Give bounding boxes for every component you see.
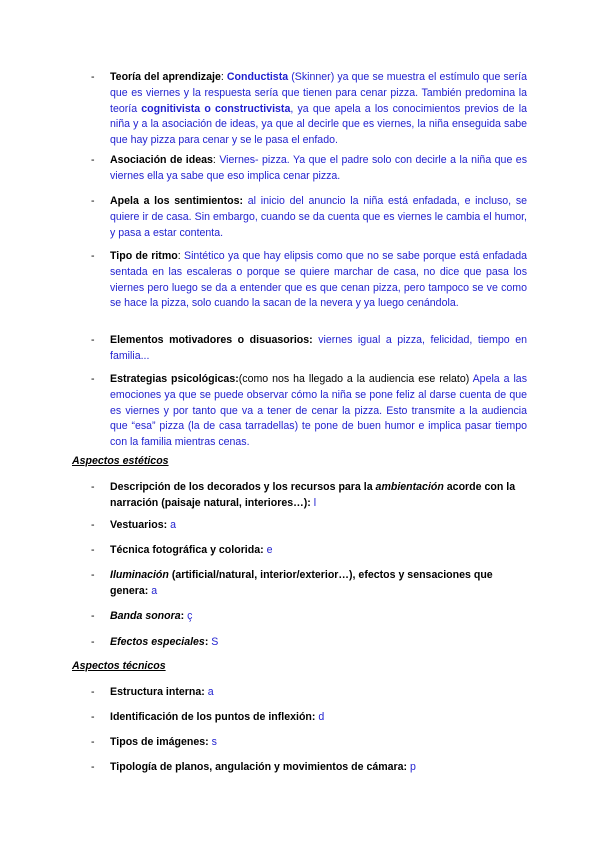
bullet-dash: - — [91, 569, 95, 581]
imagenes-text: Tipos de imágenes: s — [110, 736, 217, 748]
tecnica-text: Técnica fotográfica y colorida: e — [110, 544, 273, 556]
bullet-dash: - — [91, 761, 95, 773]
bullet-dash: - — [91, 686, 95, 698]
list-item-imagenes — [91, 735, 527, 751]
teoria-term-cognitivista: cognitivista o constructivista — [141, 102, 291, 115]
list-item-planos — [91, 760, 527, 776]
estructura-text: Estructura interna: a — [110, 686, 214, 698]
estrategias-text: Estrategias psicológicas:(como nos ha llegado a la audiencia ese relato) Apela a las emociones ya que se puede observar cómo la niña se pone feliz al darse cuenta de que es viernes y por tanto que va a tener de cenar la pizza. Esto transmite a la audiencia que “esa” pizza (la de casa tarradellas) te pone de buen humor e implica pasar tiempo con la familia mientras cenas. — [110, 373, 527, 449]
list-item-decorados — [91, 480, 527, 512]
vestuarios-text: Vestuarios: a — [110, 519, 176, 531]
decorados-text: Descripción de los decorados y los recursos para la ambientación acorde con la narración (paisaje natural, interiores…): l — [110, 481, 516, 509]
ritmo-label: Tipo de ritmo — [110, 250, 178, 262]
section-heading-tecnicos: Aspectos técnicos — [72, 660, 166, 672]
list-item-estrategias — [91, 372, 527, 451]
banda-text: Banda sonora: ç — [110, 610, 193, 622]
inflexion-text: Identificación de los puntos de inflexión: d — [110, 711, 325, 723]
apela-label: Apela a los sentimientos: — [110, 195, 244, 207]
efectos-text: Efectos especiales: S — [110, 636, 219, 648]
list-item-estructura — [91, 685, 527, 701]
teoria-text: Teoría del aprendizaje: Conductista (Skinner) ya que se muestra el estímulo que sería que es viernes y la respuesta sería que tienen para cenar pizza. También predomina la teoría cognitivista o constructivista, ya que apela a los conocimientos previos de la niña y a la asociación de ideas, ya que al decirle que es viernes, la niña enseguida sabe que hay pizza para cenar y se le pasa el enfado. — [110, 71, 528, 147]
teoria-term-conductista: Conductista — [226, 71, 289, 83]
estrategias-label: Estrategias psicológicas: — [110, 373, 239, 385]
bullet-dash: - — [91, 519, 95, 531]
motivadores-text: Elementos motivadores o disuasorios: viernes igual a pizza, felicidad, tiempo en familia... — [110, 334, 527, 362]
list-item-apela — [91, 194, 527, 241]
bullet-dash: - — [91, 195, 95, 207]
list-item-banda — [91, 609, 527, 625]
list-item-tecnica — [91, 543, 527, 559]
list-item-teoria — [91, 70, 527, 149]
teoria-label: Teoría del aprendizaje — [110, 71, 221, 83]
asociacion-text: Asociación de ideas: Viernes- pizza. Ya que el padre solo con decirle a la niña que es viernes ella ya sabe que eso implica cenar pizza. — [110, 154, 527, 182]
ritmo-text: Tipo de ritmo: Sintético ya que hay elipsis como que no se sabe porque está enfadada sentada en las escaleras o porque se quiere marchar de casa, no dice que pasa los viernes pero luego se da a entender que es que cenan pizza, pero tampoco se ve como se hace la pizza, solo cuando la sacan de la nevera y ya luego cenándola. — [110, 250, 527, 310]
bullet-dash: - — [91, 334, 95, 346]
list-item-inflexion — [91, 710, 527, 726]
apela-text: Apela a los sentimientos: al inicio del anuncio la niña está enfadada, e incluso, se quiere ir de casa. Sin embargo, cuando se da cuenta que es viernes le cambia el humor, y pasa a estar contenta. — [110, 195, 528, 239]
bullet-dash: - — [91, 481, 95, 493]
list-item-efectos — [91, 635, 527, 651]
planos-text: Tipología de planos, angulación y movimientos de cámara: p — [110, 761, 416, 773]
bullet-dash: - — [91, 544, 95, 556]
bullet-dash: - — [91, 71, 95, 83]
bullet-dash: - — [91, 373, 95, 385]
asociacion-label: Asociación de ideas — [110, 154, 213, 166]
bullet-dash: - — [91, 250, 95, 262]
bullet-dash: - — [91, 610, 95, 622]
bullet-dash: - — [91, 636, 95, 648]
list-item-vestuarios — [91, 518, 527, 534]
motivadores-label: Elementos motivadores o disuasorios: — [110, 334, 313, 346]
list-item-motivadores — [91, 333, 527, 365]
bullet-dash: - — [91, 736, 95, 748]
section-heading-esteticos: Aspectos estéticos — [72, 455, 169, 467]
bullet-dash: - — [91, 711, 95, 723]
iluminacion-text: Iluminación (artificial/natural, interior/exterior…), efectos y sensaciones que genera: a — [110, 569, 493, 597]
bullet-dash: - — [91, 154, 95, 166]
list-item-ritmo — [91, 249, 527, 312]
list-item-iluminacion — [91, 568, 527, 600]
list-item-asociacion — [91, 153, 527, 185]
